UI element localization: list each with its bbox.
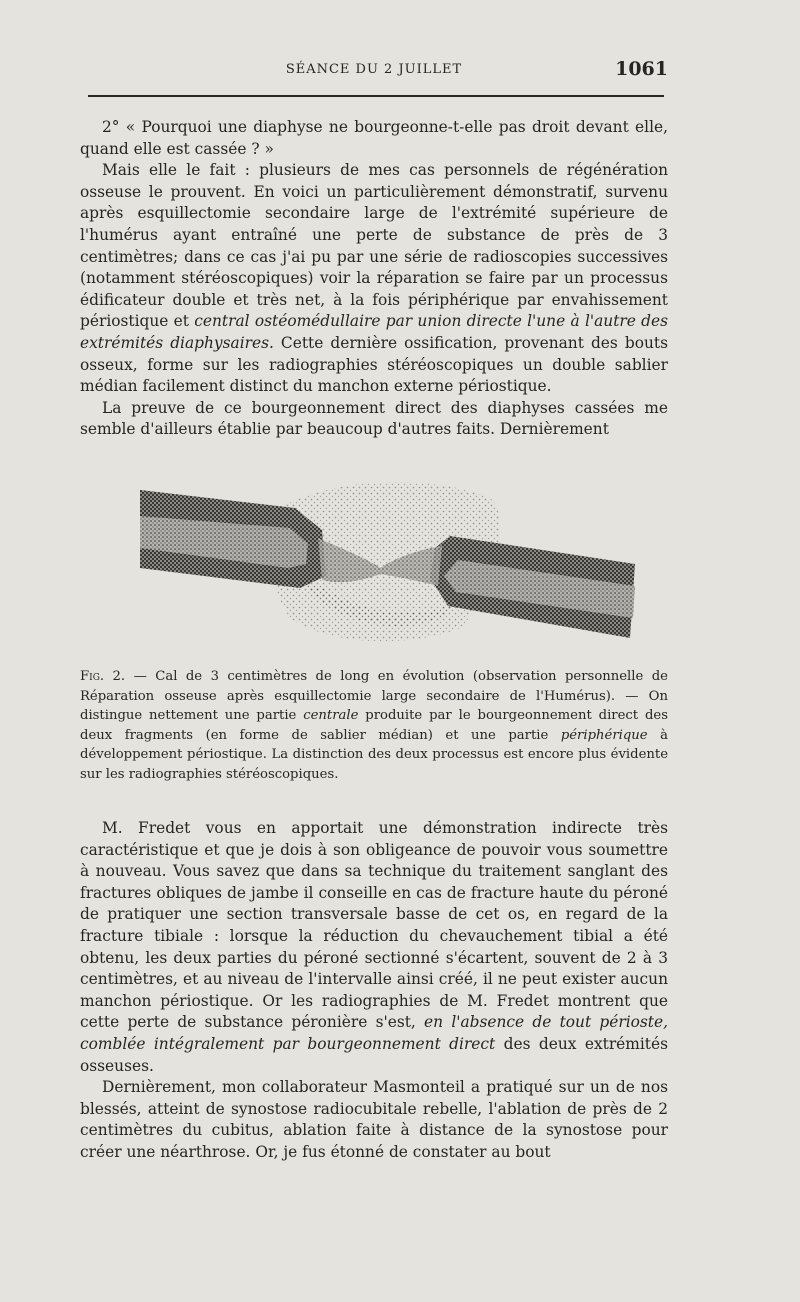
caption-text-1: — Cal de 3 centimètres de long en évolution (observation personnelle de Réparation osseuse après esquillectomie large secondaire de l'Humérus). — On distingue nettement une partie bbox=[80, 669, 668, 724]
caption-emphasis-1: centrale bbox=[303, 708, 359, 724]
figure-illustration bbox=[130, 468, 640, 653]
paragraph-fredet-tail: des deux extrémités osseuses. bbox=[80, 1034, 668, 1075]
page-number: 1061 bbox=[615, 58, 668, 80]
paragraph-fredet-emphasis: en l'absence de tout périoste, comblée intégralement par bourgeonnement direct bbox=[80, 1013, 668, 1053]
paragraph-case bbox=[80, 160, 668, 398]
paragraph-masmonteil: Dernièrement, mon collaborateur Masmonteil a pratiqué sur un de nos blessés, atteint de synostose radiocubitale rebelle, l'ablation de près de 2 centimètres du cubitus, ablation faite à distance de la synostose pour créer une néarthrose. Or, je fus étonné de constater au bout bbox=[80, 1078, 668, 1161]
caption-text-3: à développement périostique. La distinction des deux processus est encore plus évidente sur les radiographies stéréoscopiques. bbox=[80, 727, 668, 782]
header-rule bbox=[88, 95, 664, 97]
caption-text-2: produite par le bourgeonnement direct des deux fragments (en forme de sablier médian) et une partie bbox=[80, 708, 668, 743]
top-text-block bbox=[80, 117, 668, 441]
caption-emphasis-2: périphérique bbox=[560, 727, 648, 743]
figure-caption bbox=[80, 667, 668, 785]
paragraph-fredet bbox=[80, 818, 668, 1077]
paragraph-proof: La preuve de ce bourgeonnement direct des diaphyses cassées me semble d'ailleurs établie par beaucoup d'autres faits. Dernièrement bbox=[80, 398, 668, 439]
bottom-text-block bbox=[80, 818, 668, 1164]
paragraph-fredet-text: M. Fredet vous en apportait une démonstration indirecte très caractéristique et que je dois à son obligeance de pouvoir vous soumettre à nouveau. Vous savez que dans sa technique du traitement sanglant des fractures obliques de jambe il conseille en cas de fracture haute du péroné de pratiquer une section transversale basse de cet os, en regard de la fracture tibiale : lorsque la réduction du chevauchement tibial a été obtenu, les deux parties du péroné sectionné s'écartent, souvent de 2 à 3 centimètres, et au niveau de l'intervalle ainsi créé, il ne peut exister aucun manchon périostique. Or les radiographies de M. Fredet montrent que cette perte de substance péronière s'est, bbox=[80, 819, 668, 1032]
bone-callus-figure bbox=[130, 468, 640, 653]
paragraph-case-text: Mais elle le fait : plusieurs de mes cas personnels de régénération osseuse le prouvent. En voici un particulièrement démonstratif, survenu après esquillectomie secondaire large de l'extrémité supérieure de l'humérus ayant entraîné une perte de substance de près de 3 centimètres; dans ce cas j'ai pu par une série de radioscopies successives (notamment stéréoscopiques) voir la réparation se faire par un processus édificateur double et très net, à la fois périphérique par envahissement périostique et bbox=[80, 161, 668, 331]
running-head: SÉANCE DU 2 JUILLET bbox=[285, 62, 463, 77]
paragraph-case-emphasis: central ostéomédullaire par union directe l'une à l'autre des extrémités diaphysaires. bbox=[80, 312, 668, 352]
figure-label: Fig. 2. bbox=[80, 669, 126, 684]
page-header bbox=[80, 58, 668, 86]
paragraph-question: 2° « Pourquoi une diaphyse ne bourgeonne-t-elle pas droit devant elle, quand elle est cassée ? » bbox=[80, 118, 668, 158]
paragraph-case-tail: Cette dernière ossification, provenant des bouts osseux, forme sur les radiographies stéréoscopiques un double sablier médian facilement distinct du manchon externe périostique. bbox=[80, 333, 668, 396]
